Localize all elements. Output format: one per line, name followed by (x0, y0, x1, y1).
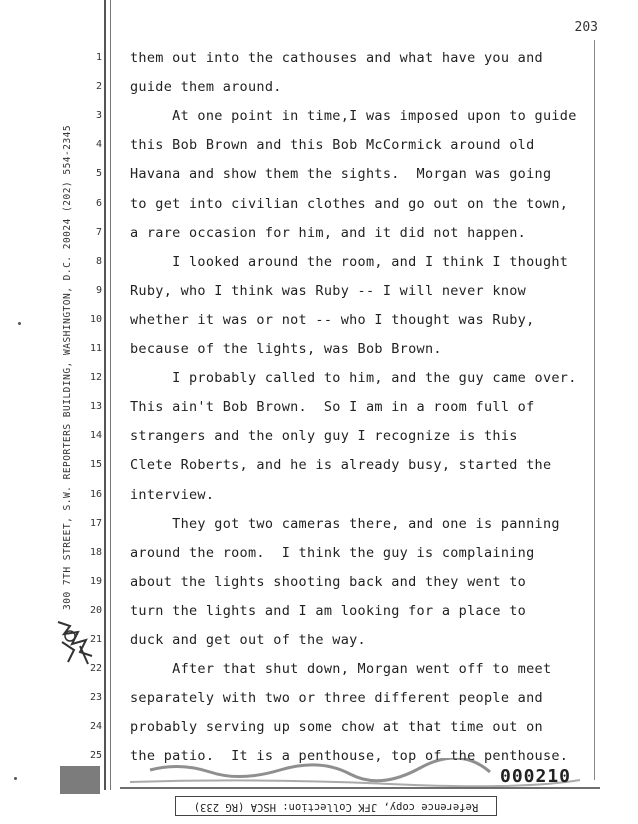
line-number: 24 (89, 721, 102, 732)
line-number: 11 (89, 343, 102, 354)
line-number: 14 (89, 430, 102, 441)
line-number: 15 (89, 459, 102, 470)
line-number: 2 (95, 81, 102, 92)
line-number: 22 (89, 663, 102, 674)
line-number: 12 (89, 372, 102, 383)
handwritten-mark (50, 612, 100, 672)
left-margin-rule-inner (110, 0, 111, 790)
transcript-line: After that shut down, Morgan went off to meet (130, 661, 552, 677)
line-number: 13 (89, 401, 102, 412)
transcript-line: At one point in time,I was imposed upon to guide (130, 108, 577, 124)
transcript-line: probably serving up some chow at that time out on (130, 719, 543, 735)
line-number: 16 (89, 489, 102, 500)
line-number: 21 (89, 634, 102, 645)
transcript-line: They got two cameras there, and one is panning (130, 516, 560, 532)
transcript-line: because of the lights, was Bob Brown. (130, 341, 442, 357)
left-margin-rule (104, 0, 106, 790)
page-number: 203 (574, 20, 598, 35)
line-number: 20 (89, 605, 102, 616)
bates-number: 000210 (500, 766, 572, 787)
scan-speck (14, 777, 17, 780)
line-number: 23 (89, 692, 102, 703)
transcript-line: about the lights shooting back and they went to (130, 574, 527, 590)
line-number: 3 (95, 110, 102, 121)
line-number: 4 (95, 139, 102, 150)
line-number: 8 (95, 256, 102, 267)
line-number: 9 (95, 285, 102, 296)
line-number: 18 (89, 547, 102, 558)
transcript-line: Clete Roberts, and he is already busy, started the (130, 457, 552, 473)
transcript-line: strangers and the only guy I recognize is this (130, 428, 518, 444)
transcript-line: I probably called to him, and the guy came over. (130, 370, 577, 386)
transcript-line: to get into civilian clothes and go out on the town, (130, 196, 569, 212)
transcript-line: whether it was or not -- who I thought was Ruby, (130, 312, 535, 328)
transcript-line: a rare occasion for him, and it did not happen. (130, 225, 527, 241)
line-number: 17 (89, 518, 102, 529)
line-number: 5 (95, 168, 102, 179)
line-number: 25 (89, 750, 102, 761)
transcript-line: Havana and show them the sights. Morgan was going (130, 166, 552, 182)
transcript-line: interview. (130, 487, 215, 503)
line-number: 6 (95, 198, 102, 209)
transcript-line: them out into the cathouses and what have you and (130, 50, 543, 66)
transcript-line: around the room. I think the guy is complaining (130, 545, 535, 561)
transcript-line: guide them around. (130, 79, 282, 95)
transcript-line: this Bob Brown and this Bob McCormick around old (130, 137, 535, 153)
transcript-line: separately with two or three different people and (130, 690, 543, 706)
scan-speck (18, 322, 21, 325)
transcript-line: I looked around the room, and I think I thought (130, 254, 569, 270)
transcript-line: the patio. It is a penthouse, top of the penthouse. (130, 748, 569, 764)
transcript-line: turn the lights and I am looking for a place to (130, 603, 527, 619)
line-number: 10 (89, 314, 102, 325)
line-number: 1 (95, 52, 102, 63)
line-number: 7 (95, 227, 102, 238)
reference-label: Reference copy, JFK Collection: HSCA (RG 233) (175, 796, 497, 816)
transcript-line: duck and get out of the way. (130, 632, 366, 648)
transcript-line: Ruby, who I think was Ruby -- I will never know (130, 283, 527, 299)
reporter-address: 300 7TH STREET, S.W. REPORTERS BUILDING, WASHINGTON, D.C. 20024 (202) 554-2345 (62, 124, 73, 610)
transcript-line: This ain't Bob Brown. So I am in a room full of (130, 399, 535, 415)
line-number: 19 (89, 576, 102, 587)
right-margin-rule (594, 40, 595, 780)
